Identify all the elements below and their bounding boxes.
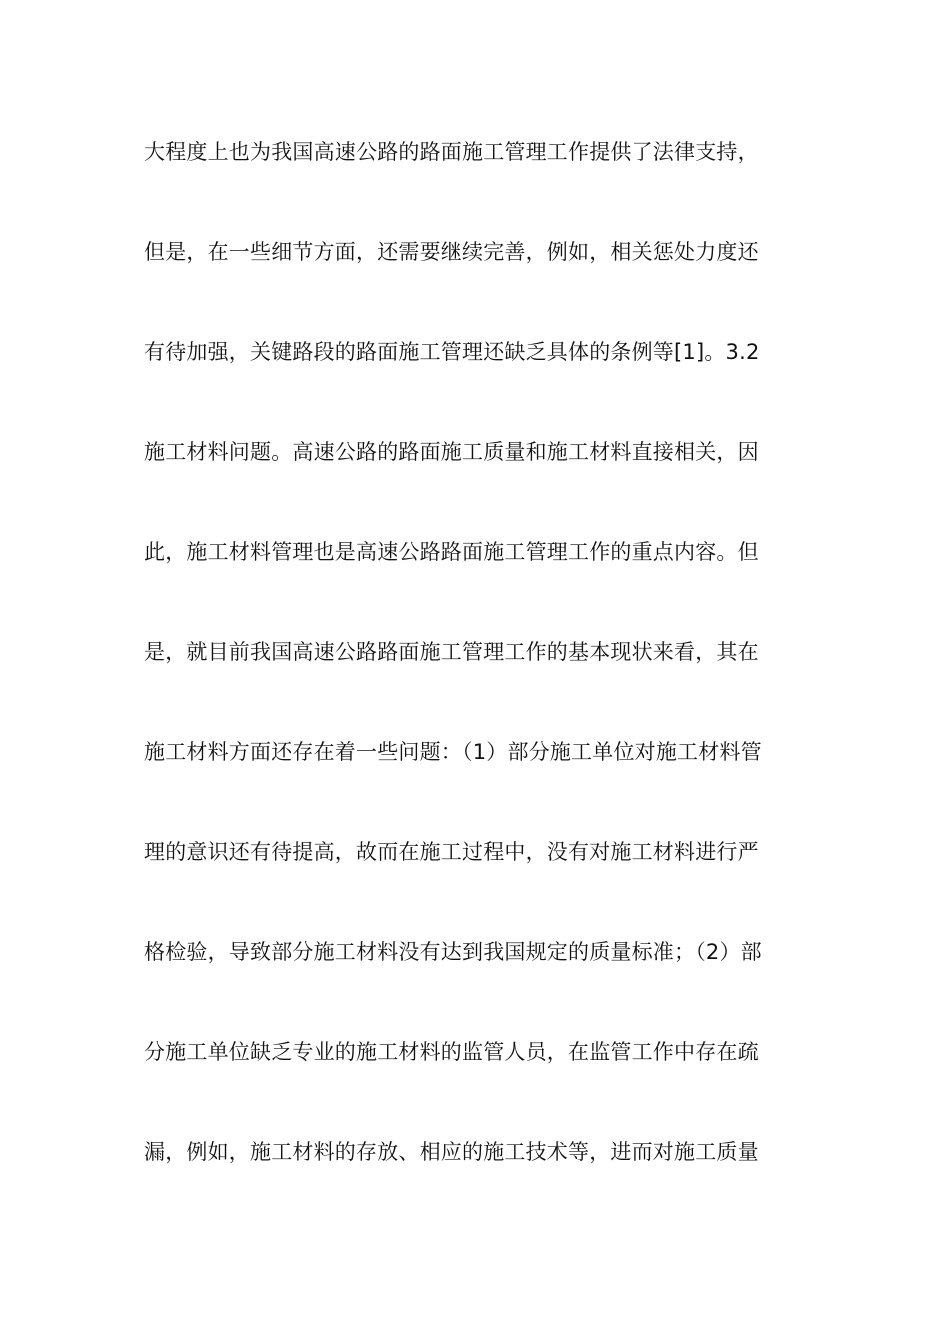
text-line: 是，就目前我国高速公路路面施工管理工作的基本现状来看，其在 bbox=[144, 640, 759, 664]
text-line: 有待加强，关键路段的路面施工管理还缺乏具体的条例等[1]。3.2 bbox=[144, 340, 760, 364]
body-text bbox=[144, 130, 824, 1230]
text-line: 但是，在一些细节方面，还需要继续完善，例如，相关惩处力度还 bbox=[144, 240, 759, 264]
text-line: 施工材料方面还存在着一些问题：（1）部分施工单位对施工材料管 bbox=[144, 740, 762, 764]
text-line: 施工材料问题。高速公路的路面施工质量和施工材料直接相关，因 bbox=[144, 440, 759, 464]
text-line: 大程度上也为我国高速公路的路面施工管理工作提供了法律支持， bbox=[144, 140, 759, 164]
text-line: 此，施工材料管理也是高速公路路面施工管理工作的重点内容。但 bbox=[144, 540, 759, 564]
text-line: 漏，例如，施工材料的存放、相应的施工技术等，进而对施工质量 bbox=[144, 1140, 759, 1164]
text-line: 格检验，导致部分施工材料没有达到我国规定的质量标准；（2）部 bbox=[144, 940, 762, 964]
text-line: 分施工单位缺乏专业的施工材料的监管人员，在监管工作中存在疏 bbox=[144, 1040, 759, 1064]
text-line: 理的意识还有待提高，故而在施工过程中，没有对施工材料进行严 bbox=[144, 840, 759, 864]
